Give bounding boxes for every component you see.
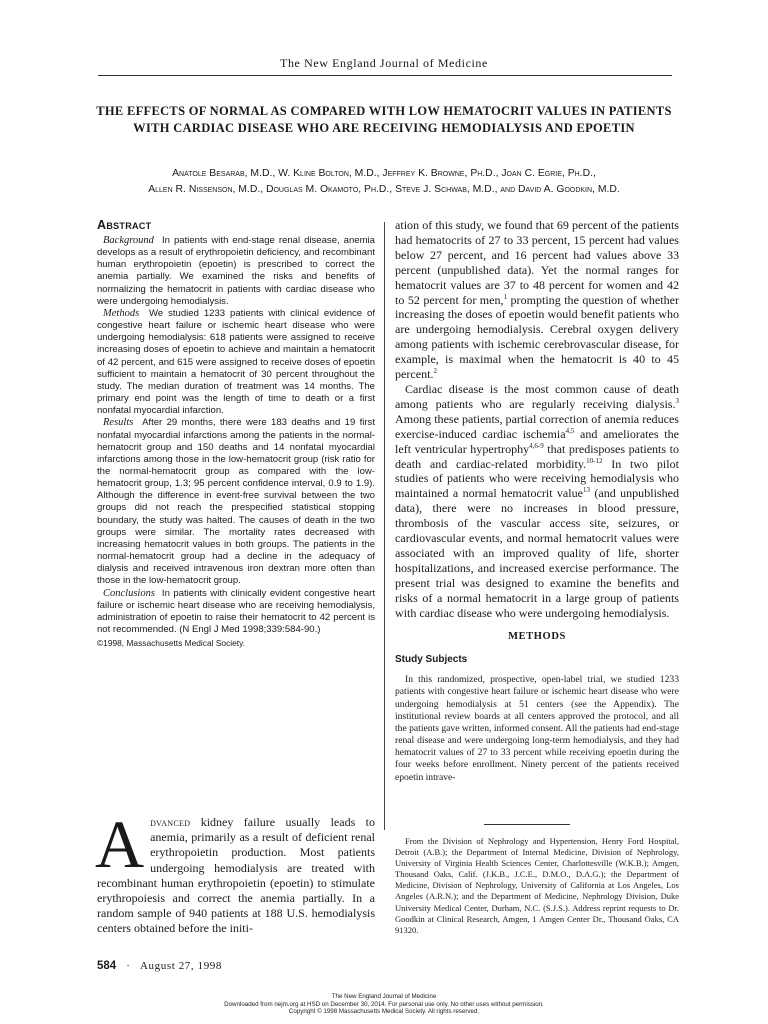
right-column [395,218,679,784]
abstract-methods [97,308,375,417]
footer-separator: · [126,960,131,972]
conclusions-text: In patients with clinically evident congestive heart failure or ischemic heart disease who are receiving hemodialysis, administration of epoetin to raise their hematocrit to 42 percent is not recommended. (N Engl J Med 1998;339:584-90.) [97,587,375,635]
author-line-2: Allen R. Nissenson, M.D., Douglas M. Okamoto, Ph.D., Steve J. Schwab, M.D., and David A. Goodkin, M.D. [148,184,620,195]
download-journal: The New England Journal of Medicine [331,993,437,1000]
abstract-background [97,235,375,308]
conclusions-label: Conclusions [103,587,155,599]
abstract [97,218,375,649]
column-divider [384,222,385,830]
intro-lead-word: dvanced [150,815,191,829]
results-text: After 29 months, there were 183 deaths and 19 first nonfatal myocardial infarctions among the patients in the normal-hematocrit group and 150 deaths and 14 nonfatal myocardial infarctions among those in the low-hematocrit group (risk ratio for the normal-hematocrit group as compared with the low-hematocrit group, 1.3; 95 percent confidence interval, 0.9 to 1.9). Although the difference in event-free survival between the two groups did not reach the prespecified statistical stopping boundary, the study was halted. The causes of death in the two groups were similar. The mortality rates decreased with increasing hematocrit values in both groups. The patients in the normal-hematocrit group had a decline in the adequacy of dialysis and received intravenous iron dextran more often than those in the low-hematocrit group. [97,417,375,587]
footnote-rule [484,824,570,825]
citation-ref: 13 [583,486,590,495]
affiliation-footnote: From the Division of Nephrology and Hypertension, Henry Ford Hospital, Detroit (A.B.); the Department of Internal Medicine, Division of Nephrology, University of Virginia Health Sciences Center, Charlottesville (W.K.B.); Amgen, Thousand Oaks, Calif. (J.K.B., J.C.E., D.M.O., D.A.G.); the Department of Medicine, Division of Nephrology, University of California at Los Angeles, Los Angeles (A.R.N.); and the Department of Medicine, Nephrology Division, Duke University Medical Center, Durham, N.C. (S.J.S.). Address reprint requests to Dr. Goodkin at Clinical Research, Amgen, 1 Amgen Center Dr., Thousand Oaks, CA 91320. [395,836,679,935]
text-run: prompting the question of whether increasing the doses of epoetin would benefit patients who are undergoing hemodialysis. Cerebral oxygen delivery among patients with ischemic cerebrovascular disease, for example, is maximal when the hematocrit is 40 to 45 percent. [395,292,679,382]
author-line-1: Anatole Besarab, M.D., W. Kline Bolton, M.D., Jeffrey K. Browne, Ph.D., Joan C. Egrie, Ph.D., [172,168,596,179]
page-footer [97,960,222,972]
citation-ref: 2 [433,367,437,376]
text-run: (and unpublished data), there were no increases in blood pressure, thrombosis of the vascular access site, seizures, or cardiovascular events, and normal hematocrit values were associated with an improved quality of life, shorter hospitalizations, and increased exercise performance. The present trial was designed to examine the benefits and risks of a normal hematocrit in a large group of patients with cardiac disease who were undergoing hemodialysis. [395,486,679,620]
intro-text: kidney failure usually leads to anemia, primarily as a result of deficient renal erythropoietin production. Most patients undergoing hemodialysis are treated with recombinant human erythropoietin (epoetin) to stimulate erythropoiesis and correct the anemia partially. In a random sample of 940 patients at 188 U.S. hemodialysis centers obtained before the initi- [97,815,375,936]
introduction [95,806,375,937]
text-run: Cardiac disease is the most common cause of death among patients who are regularly receiving dialysis. [395,381,679,411]
abstract-results [97,417,375,587]
text-run: In two pilot studies of patients who were receiving hemodialysis who maintained a normal hematocrit value [395,456,679,501]
citation-ref: 10-12 [586,456,603,465]
study-subjects-paragraph: In this randomized, prospective, open-label trial, we studied 1233 patients with congestive heart failure or ischemic heart disease who were undergoing hemodialysis at 51 centers (see the Appendix). The institutional review boards at all centers approved the protocol, and all the patients gave written, informed consent. All the patients had end-stage renal disease and were undergoing long-term hemodialysis, and they had hematocrit values of 27 to 33 percent while receiving epoetin during the four weeks before enrollment. Ninety percent of the patients received epoetin intrave- [395,674,679,783]
study-subjects-heading: Study Subjects [395,654,468,666]
methods-label: Methods [103,307,140,319]
methods-text: We studied 1233 patients with clinical evidence of congestive heart failure or ischemic heart disease who were undergoing hemodialysis: 618 patients were assigned to receive increasing doses of epoetin to achieve and maintain a hematocrit of 42 percent, and 615 were assigned to receive doses of epoetin sufficient to maintain a hematocrit of 30 percent throughout the study. The median duration of treatment was 14 months. The primary end point was the length of time to death or a first nonfatal myocardial infarction. [97,307,375,417]
text-run: and ameliorates the left ventricular hypertrophy [395,426,679,456]
download-info: Downloaded from nejm.org at HSD on December 30, 2014. For personal use only. No other uses without permission. [224,1000,544,1008]
study-subjects-section [395,674,679,783]
text-run: Among these patients, partial correction of anemia reduces exercise-induced cardiac ischemia [395,411,679,441]
text-run: that predisposes patients to death and cardiac-related morbidity. [395,441,679,471]
cardiac-paragraph [395,382,679,621]
download-copyright: Copyright © 1998 Massachusetts Medical Society. All rights reserved. [288,1008,480,1016]
intro-continued-paragraph [395,218,679,382]
header-rule [98,75,672,76]
citation-ref: 1 [503,292,508,301]
download-notice [0,993,768,1016]
drop-cap: A [95,806,145,882]
citation-ref: 4,5 [565,426,575,435]
background-text: In patients with end-stage renal disease, anemia develops as a result of erythropoietin deficiency, and recombinant human erythropoietin (epoetin) is prescribed to correct the anemia partially. We examined the risks and benefits of normalizing the hematocrit in patients with cardiac disease who were undergoing hemodialysis. [97,235,375,307]
abstract-conclusions [97,588,375,637]
journal-header: The New England Journal of Medicine [280,56,488,70]
methods-heading: METHODS [508,631,566,643]
citation-ref: 3 [675,396,679,405]
issue-date: August 27, 1998 [139,960,222,972]
background-label: Background [103,235,154,246]
article-title: THE EFFECTS OF NORMAL AS COMPARED WITH LOW HEMATOCRIT VALUES IN PATIENTS WITH CARDIAC DISEASE WHO ARE RECEIVING HEMODIALYSIS AND EPOETIN [96,104,672,135]
author-list [60,166,708,198]
text-run: ation of this study, we found that 69 percent of the patients had hematocrits of 27 to 33 percent, 15 percent had values below 27 percent, and 16 percent had values above 33 percent (unpublished data). Yet the normal ranges for hematocrit values are 37 to 48 percent for women and 42 to 52 percent for men, [395,218,679,307]
results-label: Results [103,417,134,429]
citation-ref: 4,6-9 [529,441,544,450]
page-number: 584 [97,960,117,972]
abstract-heading: Abstract [97,218,152,232]
abstract-copyright: ©1998, Massachusetts Medical Society. [97,638,245,649]
